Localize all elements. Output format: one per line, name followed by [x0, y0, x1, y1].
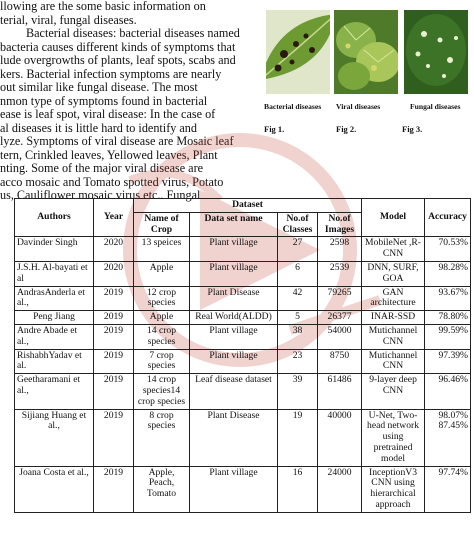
table-header-row: [15, 199, 471, 213]
body-line: us, Cauliflower mosaic virus etc.. Fungal: [0, 189, 201, 202]
header-dataset: Dataset: [134, 199, 362, 213]
body-line: llowing are the some basic information on: [0, 0, 206, 13]
table-row: [15, 409, 471, 466]
cell-authors: Peng Jiang: [15, 311, 94, 325]
body-line: bacteria causes different kinds of symptoms that: [0, 40, 236, 54]
cell-dataset: Plant village: [190, 349, 278, 374]
cell-dataset: Leaf disease dataset: [190, 374, 278, 409]
body-line: tern, Crinkled leaves, Yellowed leaves, Plant: [0, 148, 218, 162]
body-line: al diseases it is little hard to identify and: [0, 121, 197, 135]
cell-images: 61486: [318, 374, 362, 409]
body-line: ease is leaf spot, viral disease: In the case of: [0, 108, 216, 121]
cell-classes: 5: [278, 311, 318, 325]
figure-strip: [262, 10, 474, 135]
cell-year: 2019: [94, 286, 134, 311]
cell-crop: Apple: [134, 311, 190, 325]
cell-crop: 12 crop species: [134, 286, 190, 311]
cell-model: Mutichannel CNN: [362, 349, 425, 374]
cell-accuracy: 98.28%: [425, 261, 471, 286]
cell-authors: RishabhYadav et al.: [15, 349, 94, 374]
cell-images: 24000: [318, 466, 362, 512]
cell-accuracy: 70.53%: [425, 237, 471, 262]
cell-year: 2020: [94, 261, 134, 286]
cell-model: 9-layer deep CNN: [362, 374, 425, 409]
cell-accuracy: 93.67%: [425, 286, 471, 311]
header-year: Year: [94, 199, 134, 237]
cell-year: 2020: [94, 237, 134, 262]
cell-year: 2019: [94, 349, 134, 374]
body-line: Bacterial diseases: bacterial diseases named: [26, 27, 240, 40]
fungal-leaf-image: [404, 10, 468, 94]
cell-dataset: Plant Disease: [190, 409, 278, 466]
cell-year: 2019: [94, 311, 134, 325]
cell-dataset: Plant village: [190, 237, 278, 262]
cell-classes: 23: [278, 349, 318, 374]
header-model: Model: [362, 199, 425, 237]
cell-accuracy: 97.74%: [425, 466, 471, 512]
table-row: [15, 466, 471, 512]
cell-classes: 38: [278, 324, 318, 349]
cell-model: InceptionV3 CNN using hierarchical approach: [362, 466, 425, 512]
cell-authors: Davinder Singh: [15, 237, 94, 262]
cell-crop: Apple, Peach, Tomato: [134, 466, 190, 512]
cell-classes: 6: [278, 261, 318, 286]
cell-crop: 14 crop species: [134, 324, 190, 349]
figure-caption: Fungal diseases: [410, 102, 461, 111]
cell-year: 2019: [94, 409, 134, 466]
figure-label: Fig 3.: [402, 124, 423, 134]
cell-images: 79265: [318, 286, 362, 311]
cell-dataset: Real World(ALDD): [190, 311, 278, 325]
viral-leaf-image: [334, 10, 398, 94]
cell-authors: Joana Costa et al.,: [15, 466, 94, 512]
cell-accuracy: 99.59%: [425, 324, 471, 349]
body-line: kers. Bacterial infection symptoms are nearly: [0, 67, 222, 81]
body-line: nting. Some of the major viral disease are: [0, 162, 204, 175]
cell-year: 2019: [94, 374, 134, 409]
cell-classes: 19: [278, 409, 318, 466]
cell-model: GAN architecture: [362, 286, 425, 311]
cell-model: U-Net, Two-head network using pretrained model: [362, 409, 425, 466]
cell-classes: 27: [278, 237, 318, 262]
body-line: nmon type of symptoms found in bacterial: [0, 94, 208, 108]
table-row: [15, 374, 471, 409]
cell-authors: Geetharamani et al.,: [15, 374, 94, 409]
body-line: terial, viral, fungal diseases.: [0, 13, 137, 27]
cell-accuracy: 98.07% 87.45%: [425, 409, 471, 466]
header-crop: Name of Crop: [134, 212, 190, 237]
cell-model: DNN, SURF, GOA: [362, 261, 425, 286]
header-dataset-name: Data set name: [190, 212, 278, 237]
figure-label: Fig 1.: [264, 124, 285, 134]
cell-accuracy: 96.46%: [425, 374, 471, 409]
body-text: [0, 0, 258, 203]
body-line: acco mosaic and Tomato spotted virus, Potato: [0, 175, 224, 189]
figure-caption: Viral diseases: [336, 102, 381, 111]
cell-authors: Andre Abade et al.,: [15, 324, 94, 349]
figure-label: Fig 2.: [336, 124, 357, 134]
cell-classes: 39: [278, 374, 318, 409]
cell-images: 2598: [318, 237, 362, 262]
cell-authors: J.S.H. Al-bayati et al: [15, 261, 94, 286]
header-images: No.of Images: [318, 212, 362, 237]
cell-images: 54000: [318, 324, 362, 349]
cell-year: 2019: [94, 324, 134, 349]
header-authors: Authors: [15, 199, 94, 237]
body-line: lyze. Symptoms of viral disease are Mosaic leaf: [0, 135, 234, 148]
cell-crop: 13 speices: [134, 237, 190, 262]
table-row: [15, 311, 471, 325]
body-line: out similar like fungal disease. The most: [0, 81, 198, 94]
cell-crop: 14 crop species14 crop species: [134, 374, 190, 409]
table-row: [15, 349, 471, 374]
header-accuracy: Accuracy: [425, 199, 471, 237]
cell-images: 26377: [318, 311, 362, 325]
cell-dataset: Plant village: [190, 261, 278, 286]
table-row: [15, 237, 471, 262]
cell-classes: 16: [278, 466, 318, 512]
header-classes: No.of Classes: [278, 212, 318, 237]
cell-model: INAR-SSD: [362, 311, 425, 325]
cell-model: MobileNet ,R-CNN: [362, 237, 425, 262]
cell-images: 8750: [318, 349, 362, 374]
bacterial-leaf-image: [266, 10, 330, 94]
cell-authors: Sijiang Huang et al.,: [15, 409, 94, 466]
cell-authors: AndrasAnderla et al.,: [15, 286, 94, 311]
table-row: [15, 324, 471, 349]
cell-images: 2539: [318, 261, 362, 286]
cell-classes: 42: [278, 286, 318, 311]
cell-dataset: Plant village: [190, 466, 278, 512]
table-row: [15, 261, 471, 286]
literature-table: [14, 198, 471, 513]
cell-model: Mutichannel CNN: [362, 324, 425, 349]
cell-dataset: Plant village: [190, 324, 278, 349]
cell-crop: 8 crop species: [134, 409, 190, 466]
cell-accuracy: 97.39%: [425, 349, 471, 374]
cell-crop: 7 crop species: [134, 349, 190, 374]
figure-caption: Bacterial diseases: [264, 102, 322, 111]
cell-images: 40000: [318, 409, 362, 466]
body-line: lude overgrowths of plants, leaf spots, scabs and: [0, 54, 236, 67]
cell-accuracy: 78.80%: [425, 311, 471, 325]
table-row: [15, 286, 471, 311]
cell-crop: Apple: [134, 261, 190, 286]
cell-dataset: Plant Disease: [190, 286, 278, 311]
cell-year: 2019: [94, 466, 134, 512]
